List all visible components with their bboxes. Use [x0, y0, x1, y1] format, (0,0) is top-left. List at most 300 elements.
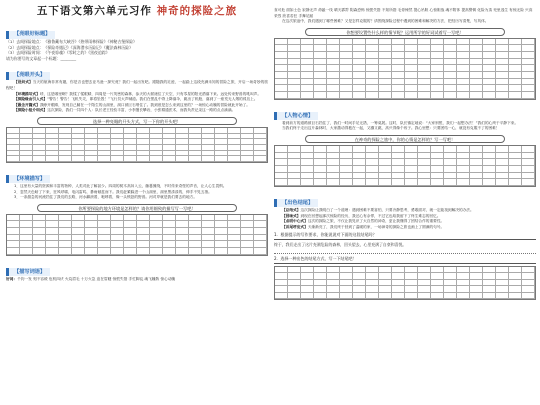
grid-cell[interactable] [366, 65, 379, 72]
grid-cell[interactable] [163, 221, 176, 228]
grid-cell[interactable] [509, 293, 522, 299]
grid-cell[interactable] [431, 153, 444, 160]
grid-cell[interactable] [470, 79, 483, 86]
grid-cell[interactable] [301, 72, 314, 79]
grid-cell[interactable] [444, 79, 457, 86]
grid-cell[interactable] [33, 235, 46, 242]
grid-cell[interactable] [301, 59, 314, 66]
grid-cell[interactable] [522, 146, 535, 153]
grid-cell[interactable] [483, 79, 496, 86]
grid-cell[interactable] [392, 159, 405, 166]
grid-cell[interactable] [314, 173, 327, 180]
grid-cell[interactable] [353, 179, 366, 186]
grid-cell[interactable] [509, 85, 522, 92]
grid-cell[interactable] [314, 92, 327, 99]
grid-cell[interactable] [301, 146, 314, 153]
grid-cell[interactable] [327, 179, 340, 186]
grid-cell[interactable] [353, 293, 366, 299]
grid-cell[interactable] [254, 156, 267, 162]
grid-cell[interactable] [509, 59, 522, 66]
grid-cell[interactable] [418, 72, 431, 79]
grid-cell[interactable] [366, 52, 379, 59]
grid-cell[interactable] [340, 173, 353, 180]
grid-cell[interactable] [444, 45, 457, 52]
grid-cell[interactable] [150, 241, 163, 248]
grid-cell[interactable] [98, 156, 111, 162]
grid-cell[interactable] [7, 221, 20, 228]
grid-cell[interactable] [522, 92, 535, 99]
grid-cell[interactable] [405, 166, 418, 173]
grid-cell[interactable] [275, 79, 288, 86]
grid-cell[interactable] [444, 179, 457, 186]
grid-cell[interactable] [20, 156, 33, 162]
grid-cell[interactable] [379, 179, 392, 186]
grid-cell[interactable] [46, 241, 59, 248]
grid-cell[interactable] [137, 156, 150, 162]
grid-cell[interactable] [405, 146, 418, 153]
grid-cell[interactable] [288, 45, 301, 52]
grid-cell[interactable] [431, 52, 444, 59]
grid-cell[interactable] [470, 166, 483, 173]
grid-cell[interactable] [444, 173, 457, 180]
grid-cell[interactable] [189, 228, 202, 235]
grid-cell[interactable] [124, 241, 137, 248]
grid-cell[interactable] [124, 248, 137, 255]
grid-cell[interactable] [379, 173, 392, 180]
grid-cell[interactable] [483, 179, 496, 186]
grid-cell[interactable] [496, 72, 509, 79]
grid-cell[interactable] [340, 79, 353, 86]
grid-cell[interactable] [483, 65, 496, 72]
grid-cell[interactable] [405, 173, 418, 180]
grid-cell[interactable] [392, 45, 405, 52]
grid-cell[interactable] [150, 248, 163, 255]
grid-cell[interactable] [431, 159, 444, 166]
grid-cell[interactable] [327, 146, 340, 153]
grid-cell[interactable] [483, 166, 496, 173]
grid-cell[interactable] [59, 248, 72, 255]
grid-cell[interactable] [275, 85, 288, 92]
grid-cell[interactable] [275, 293, 288, 299]
grid-cell[interactable] [189, 215, 202, 222]
grid-cell[interactable] [327, 65, 340, 72]
grid-cell[interactable] [327, 39, 340, 46]
grid-cell[interactable] [522, 85, 535, 92]
grid-cell[interactable] [405, 79, 418, 86]
grid-cell[interactable] [457, 65, 470, 72]
grid-cell[interactable] [215, 215, 228, 222]
grid-cell[interactable] [509, 92, 522, 99]
grid-cell[interactable] [137, 228, 150, 235]
grid-cell[interactable] [98, 215, 111, 222]
grid-cell[interactable] [301, 39, 314, 46]
grid-cell[interactable] [327, 159, 340, 166]
grid-cell[interactable] [301, 179, 314, 186]
grid-cell[interactable] [522, 166, 535, 173]
grid-cell[interactable] [72, 221, 85, 228]
grid-cell[interactable] [392, 39, 405, 46]
grid-cell[interactable] [314, 65, 327, 72]
grid-cell[interactable] [301, 45, 314, 52]
grid-cell[interactable] [46, 156, 59, 162]
grid-cell[interactable] [431, 92, 444, 99]
grid-cell[interactable] [340, 45, 353, 52]
grid-cell[interactable] [163, 228, 176, 235]
grid-cell[interactable] [431, 65, 444, 72]
grid-cell[interactable] [509, 65, 522, 72]
grid-cell[interactable] [366, 146, 379, 153]
grid-cell[interactable] [470, 52, 483, 59]
grid-cell[interactable] [275, 179, 288, 186]
grid-cell[interactable] [392, 146, 405, 153]
grid-cell[interactable] [301, 293, 314, 299]
grid-cell[interactable] [418, 92, 431, 99]
grid-cell[interactable] [366, 85, 379, 92]
grid-cell[interactable] [314, 293, 327, 299]
grid-cell[interactable] [418, 65, 431, 72]
grid-cell[interactable] [215, 228, 228, 235]
grid-cell[interactable] [431, 166, 444, 173]
grid-cell[interactable] [366, 293, 379, 299]
grid-cell[interactable] [215, 156, 228, 162]
grid-cell[interactable] [254, 235, 267, 242]
grid-cell[interactable] [392, 92, 405, 99]
grid-cell[interactable] [405, 92, 418, 99]
grid-cell[interactable] [46, 248, 59, 255]
grid-cell[interactable] [20, 235, 33, 242]
grid-cell[interactable] [405, 39, 418, 46]
grid-cell[interactable] [366, 59, 379, 66]
grid-cell[interactable] [176, 156, 189, 162]
grid-cell[interactable] [431, 179, 444, 186]
grid-cell[interactable] [288, 173, 301, 180]
grid-cell[interactable] [496, 52, 509, 59]
grid-cell[interactable] [431, 45, 444, 52]
grid-cell[interactable] [379, 39, 392, 46]
grid-cell[interactable] [59, 228, 72, 235]
grid-cell[interactable] [111, 241, 124, 248]
grid-cell[interactable] [470, 159, 483, 166]
grid-cell[interactable] [241, 215, 254, 222]
grid-cell[interactable] [254, 221, 267, 228]
grid-cell[interactable] [444, 293, 457, 299]
grid-cell[interactable] [20, 248, 33, 255]
grid-cell[interactable] [288, 79, 301, 86]
grid-cell[interactable] [366, 92, 379, 99]
grid-cell[interactable] [340, 179, 353, 186]
grid-cell[interactable] [457, 52, 470, 59]
grid-cell[interactable] [522, 159, 535, 166]
grid-cell[interactable] [353, 39, 366, 46]
grid-cell[interactable] [379, 92, 392, 99]
grid-cell[interactable] [327, 72, 340, 79]
grid-cell[interactable] [379, 79, 392, 86]
grid-cell[interactable] [176, 241, 189, 248]
grid-cell[interactable] [98, 241, 111, 248]
grid-cell[interactable] [470, 179, 483, 186]
grid-cell[interactable] [444, 153, 457, 160]
grid-cell[interactable] [33, 156, 46, 162]
grid-cell[interactable] [228, 241, 241, 248]
grid-cell[interactable] [301, 65, 314, 72]
grid-cell[interactable] [340, 166, 353, 173]
grid-cell[interactable] [202, 228, 215, 235]
grid-cell[interactable] [418, 159, 431, 166]
grid-cell[interactable] [85, 241, 98, 248]
grid-cell[interactable] [496, 59, 509, 66]
grid-cell[interactable] [85, 228, 98, 235]
grid-cell[interactable] [418, 45, 431, 52]
grid-cell[interactable] [457, 173, 470, 180]
grid-cell[interactable] [241, 221, 254, 228]
grid-cell[interactable] [72, 235, 85, 242]
grid-cell[interactable] [176, 215, 189, 222]
grid-cell[interactable] [483, 52, 496, 59]
grid-cell[interactable] [46, 228, 59, 235]
grid-cell[interactable] [137, 241, 150, 248]
grid-cell[interactable] [288, 65, 301, 72]
grid-cell[interactable] [431, 173, 444, 180]
grid-cell[interactable] [457, 72, 470, 79]
grid-cell[interactable] [418, 52, 431, 59]
grid-cell[interactable] [314, 52, 327, 59]
grid-cell[interactable] [59, 156, 72, 162]
grid-cell[interactable] [124, 228, 137, 235]
grid-cell[interactable] [59, 235, 72, 242]
grid-cell[interactable] [418, 39, 431, 46]
grid-cell[interactable] [288, 85, 301, 92]
grid-cell[interactable] [509, 146, 522, 153]
grid-cell[interactable] [340, 92, 353, 99]
grid-cell[interactable] [288, 59, 301, 66]
grid-cell[interactable] [431, 293, 444, 299]
grid-cell[interactable] [124, 235, 137, 242]
grid-cell[interactable] [20, 221, 33, 228]
grid-cell[interactable] [522, 173, 535, 180]
grid-cell[interactable] [509, 153, 522, 160]
grid-cell[interactable] [496, 45, 509, 52]
grid-cell[interactable] [189, 221, 202, 228]
grid-cell[interactable] [176, 221, 189, 228]
grid-cell[interactable] [392, 153, 405, 160]
grid-cell[interactable] [496, 39, 509, 46]
grid-cell[interactable] [509, 52, 522, 59]
grid-cell[interactable] [85, 156, 98, 162]
writing-grid-mood[interactable] [274, 145, 536, 187]
grid-cell[interactable] [405, 59, 418, 66]
grid-cell[interactable] [111, 235, 124, 242]
grid-cell[interactable] [379, 45, 392, 52]
grid-cell[interactable] [496, 92, 509, 99]
grid-cell[interactable] [431, 79, 444, 86]
grid-cell[interactable] [353, 59, 366, 66]
grid-cell[interactable] [522, 45, 535, 52]
grid-cell[interactable] [111, 215, 124, 222]
grid-cell[interactable] [275, 146, 288, 153]
grid-cell[interactable] [189, 248, 202, 255]
grid-cell[interactable] [457, 293, 470, 299]
grid-cell[interactable] [275, 159, 288, 166]
grid-cell[interactable] [340, 59, 353, 66]
grid-cell[interactable] [379, 146, 392, 153]
grid-cell[interactable] [241, 156, 254, 162]
grid-cell[interactable] [366, 72, 379, 79]
grid-cell[interactable] [228, 235, 241, 242]
grid-cell[interactable] [392, 173, 405, 180]
grid-cell[interactable] [379, 52, 392, 59]
grid-cell[interactable] [301, 153, 314, 160]
grid-cell[interactable] [301, 79, 314, 86]
grid-cell[interactable] [33, 215, 46, 222]
grid-cell[interactable] [366, 153, 379, 160]
grid-cell[interactable] [444, 39, 457, 46]
writing-grid-opening[interactable] [6, 127, 268, 163]
grid-cell[interactable] [418, 293, 431, 299]
grid-cell[interactable] [314, 159, 327, 166]
grid-cell[interactable] [418, 85, 431, 92]
grid-cell[interactable] [392, 79, 405, 86]
grid-cell[interactable] [418, 79, 431, 86]
grid-cell[interactable] [431, 59, 444, 66]
grid-cell[interactable] [340, 159, 353, 166]
grid-cell[interactable] [327, 85, 340, 92]
grid-cell[interactable] [470, 173, 483, 180]
grid-cell[interactable] [85, 235, 98, 242]
grid-cell[interactable] [111, 156, 124, 162]
grid-cell[interactable] [509, 159, 522, 166]
grid-cell[interactable] [98, 248, 111, 255]
grid-cell[interactable] [202, 235, 215, 242]
grid-cell[interactable] [457, 153, 470, 160]
grid-cell[interactable] [366, 39, 379, 46]
grid-cell[interactable] [288, 39, 301, 46]
grid-cell[interactable] [496, 79, 509, 86]
grid-cell[interactable] [215, 221, 228, 228]
grid-cell[interactable] [33, 221, 46, 228]
grid-cell[interactable] [314, 45, 327, 52]
grid-cell[interactable] [392, 166, 405, 173]
grid-cell[interactable] [7, 156, 20, 162]
grid-cell[interactable] [353, 153, 366, 160]
grid-cell[interactable] [353, 146, 366, 153]
grid-cell[interactable] [379, 59, 392, 66]
grid-cell[interactable] [340, 72, 353, 79]
grid-cell[interactable] [405, 159, 418, 166]
grid-cell[interactable] [392, 293, 405, 299]
grid-cell[interactable] [202, 221, 215, 228]
grid-cell[interactable] [85, 215, 98, 222]
grid-cell[interactable] [509, 39, 522, 46]
grid-cell[interactable] [470, 85, 483, 92]
grid-cell[interactable] [150, 221, 163, 228]
grid-cell[interactable] [444, 72, 457, 79]
grid-cell[interactable] [392, 72, 405, 79]
grid-cell[interactable] [72, 228, 85, 235]
grid-cell[interactable] [353, 92, 366, 99]
grid-cell[interactable] [301, 52, 314, 59]
grid-cell[interactable] [470, 153, 483, 160]
grid-cell[interactable] [288, 159, 301, 166]
grid-cell[interactable] [457, 79, 470, 86]
grid-cell[interactable] [483, 85, 496, 92]
grid-cell[interactable] [457, 45, 470, 52]
grid-cell[interactable] [275, 45, 288, 52]
grid-cell[interactable] [314, 153, 327, 160]
grid-cell[interactable] [444, 65, 457, 72]
grid-cell[interactable] [470, 39, 483, 46]
grid-cell[interactable] [379, 72, 392, 79]
grid-cell[interactable] [163, 215, 176, 222]
grid-cell[interactable] [275, 153, 288, 160]
grid-cell[interactable] [275, 65, 288, 72]
grid-cell[interactable] [353, 159, 366, 166]
grid-cell[interactable] [163, 248, 176, 255]
grid-cell[interactable] [457, 59, 470, 66]
grid-cell[interactable] [483, 45, 496, 52]
grid-cell[interactable] [379, 65, 392, 72]
grid-cell[interactable] [366, 79, 379, 86]
grid-cell[interactable] [137, 221, 150, 228]
grid-cell[interactable] [340, 85, 353, 92]
grid-cell[interactable] [327, 166, 340, 173]
grid-cell[interactable] [176, 235, 189, 242]
grid-cell[interactable] [7, 215, 20, 222]
grid-cell[interactable] [33, 248, 46, 255]
grid-cell[interactable] [483, 293, 496, 299]
grid-cell[interactable] [470, 146, 483, 153]
grid-cell[interactable] [379, 159, 392, 166]
grid-cell[interactable] [215, 248, 228, 255]
grid-cell[interactable] [340, 153, 353, 160]
grid-cell[interactable] [176, 248, 189, 255]
grid-cell[interactable] [85, 221, 98, 228]
grid-cell[interactable] [470, 59, 483, 66]
grid-cell[interactable] [431, 72, 444, 79]
grid-cell[interactable] [7, 235, 20, 242]
grid-cell[interactable] [314, 79, 327, 86]
grid-cell[interactable] [46, 221, 59, 228]
grid-cell[interactable] [59, 215, 72, 222]
grid-cell[interactable] [20, 215, 33, 222]
grid-cell[interactable] [254, 215, 267, 222]
writing-grid-plot[interactable] [274, 38, 536, 100]
grid-cell[interactable] [418, 179, 431, 186]
grid-cell[interactable] [137, 248, 150, 255]
grid-cell[interactable] [444, 166, 457, 173]
grid-cell[interactable] [522, 153, 535, 160]
grid-cell[interactable] [392, 52, 405, 59]
grid-cell[interactable] [379, 293, 392, 299]
grid-cell[interactable] [314, 59, 327, 66]
grid-cell[interactable] [72, 241, 85, 248]
grid-cell[interactable] [418, 153, 431, 160]
grid-cell[interactable] [509, 166, 522, 173]
grid-cell[interactable] [444, 59, 457, 66]
grid-cell[interactable] [163, 241, 176, 248]
grid-cell[interactable] [379, 85, 392, 92]
grid-cell[interactable] [483, 92, 496, 99]
grid-cell[interactable] [496, 153, 509, 160]
grid-cell[interactable] [470, 72, 483, 79]
writing-grid-ending[interactable] [274, 266, 536, 300]
grid-cell[interactable] [7, 248, 20, 255]
grid-cell[interactable] [405, 52, 418, 59]
grid-cell[interactable] [496, 166, 509, 173]
grid-cell[interactable] [496, 65, 509, 72]
grid-cell[interactable] [470, 65, 483, 72]
grid-cell[interactable] [483, 173, 496, 180]
grid-cell[interactable] [444, 85, 457, 92]
